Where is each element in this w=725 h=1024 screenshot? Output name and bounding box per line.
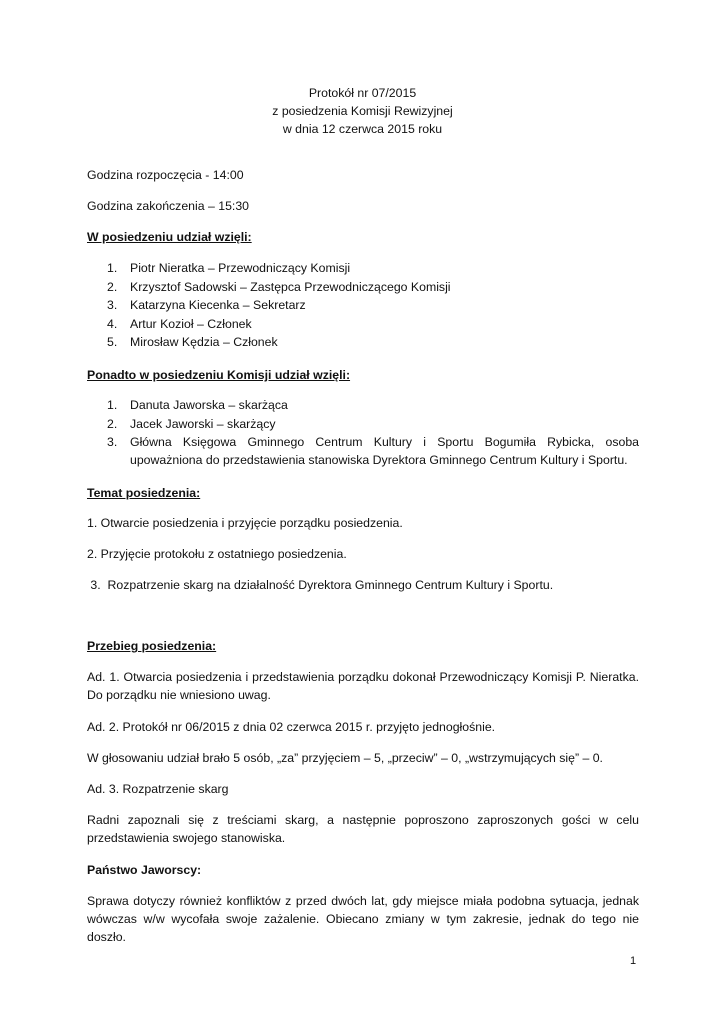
guest-number: 2. [107,417,118,431]
jaworscy-paragraph: Sprawa dotyczy również konfliktów z przed dwóch lat, gdy miejsce miała podobna sytuacja, jednak wówczas w/w wycofała swoje zażalenie. Obiecano zmiany w tym zakresie, jednak do tego nie doszło. [87,894,639,944]
member-text: Krzysztof Sadowski – Zastępca Przewodniczącego Komisji [130,280,451,294]
ad3-heading: Ad. 3. Rozpatrzenie skarg [87,782,229,796]
vote-paragraph: W głosowaniu udział brało 5 osób, „za” przyjęciem – 5, „przeciw” – 0, „wstrzymujących się” – 0. [87,751,603,765]
member-number: 4. [107,317,118,331]
member-text: Mirosław Kędzia – Członek [130,335,278,349]
guest-number: 1. [107,398,118,412]
topics-heading: Temat posiedzenia: [87,486,201,500]
guests-heading: Ponadto w posiedzeniu Komisji udział wzięli: [87,368,351,382]
guest-number: 3. [107,435,118,449]
guest-text: Danuta Jaworska – skarżąca [130,398,288,412]
guest-text: Główna Księgowa Gminnego Centrum Kultury i Sportu Bogumiła Rybicka, osoba upoważniona do przedstawienia stanowiska Dyrektora Gminnego Centrum Kultury i Sportu. [130,435,639,467]
member-number: 1. [107,261,118,275]
protocol-subtitle: z posiedzenia Komisji Rewizyjnej [272,104,453,118]
start-time: Godzina rozpoczęcia - 14:00 [87,168,244,182]
guest-text: Jacek Jaworski – skarżący [130,417,276,431]
topic-item: 3. Rozpatrzenie skarg na działalność Dyrektora Gminnego Centrum Kultury i Sportu. [87,578,554,592]
topic-item: 2. Przyjęcie protokołu z ostatniego posiedzenia. [87,547,347,561]
jaworscy-heading: Państwo Jaworscy: [87,863,202,877]
ad2-paragraph: Ad. 2. Protokół nr 06/2015 z dnia 02 czerwca 2015 r. przyjęto jednogłośnie. [87,720,496,734]
protocol-title: Protokół nr 07/2015 [308,86,417,100]
member-text: Artur Kozioł – Członek [130,317,252,331]
member-number: 5. [107,335,118,349]
page-number: 1 [630,955,637,967]
member-number: 2. [107,280,118,294]
ad3-paragraph: Radni zapoznali się z treściami skarg, a następnie poproszono zaproszonych gości w celu przedstawienia swojego stanowiska. [87,813,639,845]
member-text: Piotr Nieratka – Przewodniczący Komisji [130,261,351,275]
members-heading: W posiedzeniu udział wzięli: [87,230,252,244]
ad1-paragraph: Ad. 1. Otwarcia posiedzenia i przedstawienia porządku dokonał Przewodniczący Komisji P. Nieratka. Do porządku nie wniesiono uwag. [87,670,639,702]
member-text: Katarzyna Kiecenka – Sekretarz [130,298,306,312]
member-number: 3. [107,298,118,312]
proceedings-heading: Przebieg posiedzenia: [87,639,217,653]
protocol-date: w dnia 12 czerwca 2015 roku [282,122,443,136]
document-header [0,84,725,138]
end-time: Godzina zakończenia – 15:30 [87,199,250,213]
topic-item: 1. Otwarcie posiedzenia i przyjęcie porządku posiedzenia. [87,516,403,530]
